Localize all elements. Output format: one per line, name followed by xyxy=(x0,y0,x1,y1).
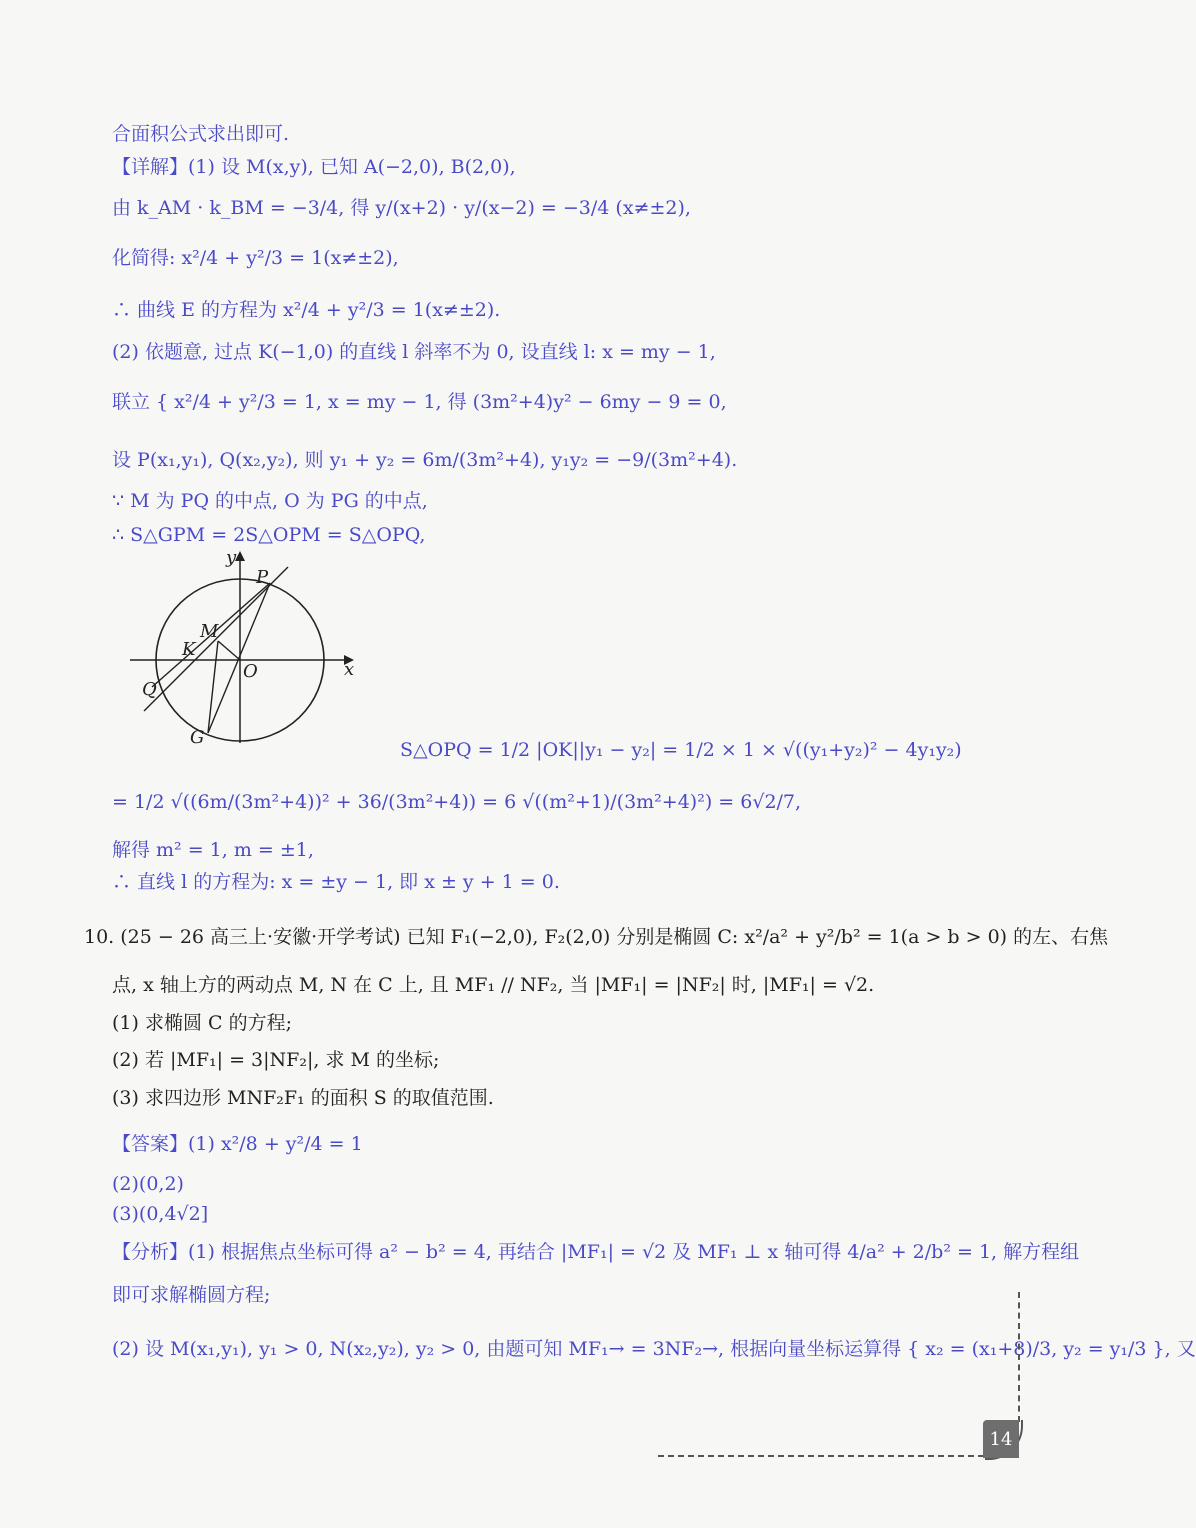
text-line-10: ∴ S△GPM = 2S△OPM = S△OPQ, xyxy=(112,524,426,546)
label-O: O xyxy=(243,661,258,682)
answer-line-3: (3)(0,4√2] xyxy=(112,1203,209,1225)
label-K: K xyxy=(182,639,196,660)
question-3: (3) 求四边形 MNF₂F₁ 的面积 S 的取值范围. xyxy=(112,1087,494,1109)
segment-PG xyxy=(208,583,270,733)
page-border-vertical xyxy=(1018,1292,1020,1422)
label-Q: Q xyxy=(142,679,157,700)
y-axis-arrow xyxy=(235,551,245,561)
ellipse-diagram xyxy=(110,545,370,748)
text-line-5: ∴ 曲线 E 的方程为 x²/4 + y²/3 = 1(x≠±2). xyxy=(112,299,501,321)
problem-10-line-2: 点, x 轴上方的两动点 M, N 在 C 上, 且 MF₁ // NF₂, 当 |MF₁| = |NF₂| 时, |MF₁| = √2. xyxy=(112,974,875,996)
area-formula-line: S△OPQ = 1/2 |OK||y₁ − y₂| = 1/2 × 1 × √((y₁+y₂)² − 4y₁y₂) xyxy=(400,739,962,761)
analysis-line-1: 【分析】(1) 根据焦点坐标可得 a² − b² = 4, 再结合 |MF₁| = √2 及 MF₁ ⊥ x 轴可得 4/a² + 2/b² = 1, 解方程组 xyxy=(112,1241,1080,1263)
text-line-3: 由 k_AM · k_BM = −3/4, 得 y/(x+2) · y/(x−2) = −3/4 (x≠±2), xyxy=(112,197,691,219)
label-P: P xyxy=(256,567,269,588)
text-line-1: 合面积公式求出即可. xyxy=(112,123,290,145)
analysis-line-2: 即可求解椭圆方程; xyxy=(112,1284,271,1306)
answer-line-2: (2)(0,2) xyxy=(112,1173,184,1195)
detail-header-line: 【详解】(1) 设 M(x,y), 已知 A(−2,0), B(2,0), xyxy=(112,156,516,178)
text-line-4: 化简得: x²/4 + y²/3 = 1(x≠±2), xyxy=(112,247,399,269)
question-1: (1) 求椭圆 C 的方程; xyxy=(112,1012,292,1034)
text-line-13: 解得 m² = 1, m = ±1, xyxy=(112,839,314,861)
label-G: G xyxy=(190,727,205,748)
segment-MO xyxy=(218,641,240,660)
analysis-line-3: (2) 设 M(x₁,y₁), y₁ > 0, N(x₂,y₂), y₂ > 0, 由题可知 MF₁→ = 3NF₂→, 根据向量坐标运算得 { x₂ = (x₁+8)/3, y₂ = y₁/3 }, 又 xyxy=(112,1338,1196,1360)
question-2: (2) 若 |MF₁| = 3|NF₂|, 求 M 的坐标; xyxy=(112,1049,440,1071)
label-y: y xyxy=(226,547,237,568)
text-line-6: (2) 依题意, 过点 K(−1,0) 的直线 l 斜率不为 0, 设直线 l: x = my − 1, xyxy=(112,341,716,363)
label-x: x xyxy=(344,659,355,680)
text-line-8: 设 P(x₁,y₁), Q(x₂,y₂), 则 y₁ + y₂ = 6m/(3m²+4), y₁y₂ = −9/(3m²+4). xyxy=(112,449,738,471)
page-border-horizontal xyxy=(658,1455,984,1457)
page-number: 14 xyxy=(983,1420,1019,1458)
answer-line-1: 【答案】(1) x²/8 + y²/4 = 1 xyxy=(112,1133,363,1155)
label-M: M xyxy=(200,621,219,642)
area-continuation-line: = 1/2 √((6m/(3m²+4))² + 36/(3m²+4)) = 6 √((m²+1)/(3m²+4)²) = 6√2/7, xyxy=(112,791,802,813)
text-line-7: 联立 { x²/4 + y²/3 = 1, x = my − 1, 得 (3m²+4)y² − 6my − 9 = 0, xyxy=(112,391,727,413)
text-line-9: ∵ M 为 PQ 的中点, O 为 PG 的中点, xyxy=(112,490,428,512)
text-line-14: ∴ 直线 l 的方程为: x = ±y − 1, 即 x ± y + 1 = 0. xyxy=(112,871,560,893)
problem-10-line-1: 10. (25 − 26 高三上·安徽·开学考试) 已知 F₁(−2,0), F₂(2,0) 分别是椭圆 C: x²/a² + y²/b² = 1(a > b > 0) 的左、右焦 xyxy=(84,926,1109,948)
